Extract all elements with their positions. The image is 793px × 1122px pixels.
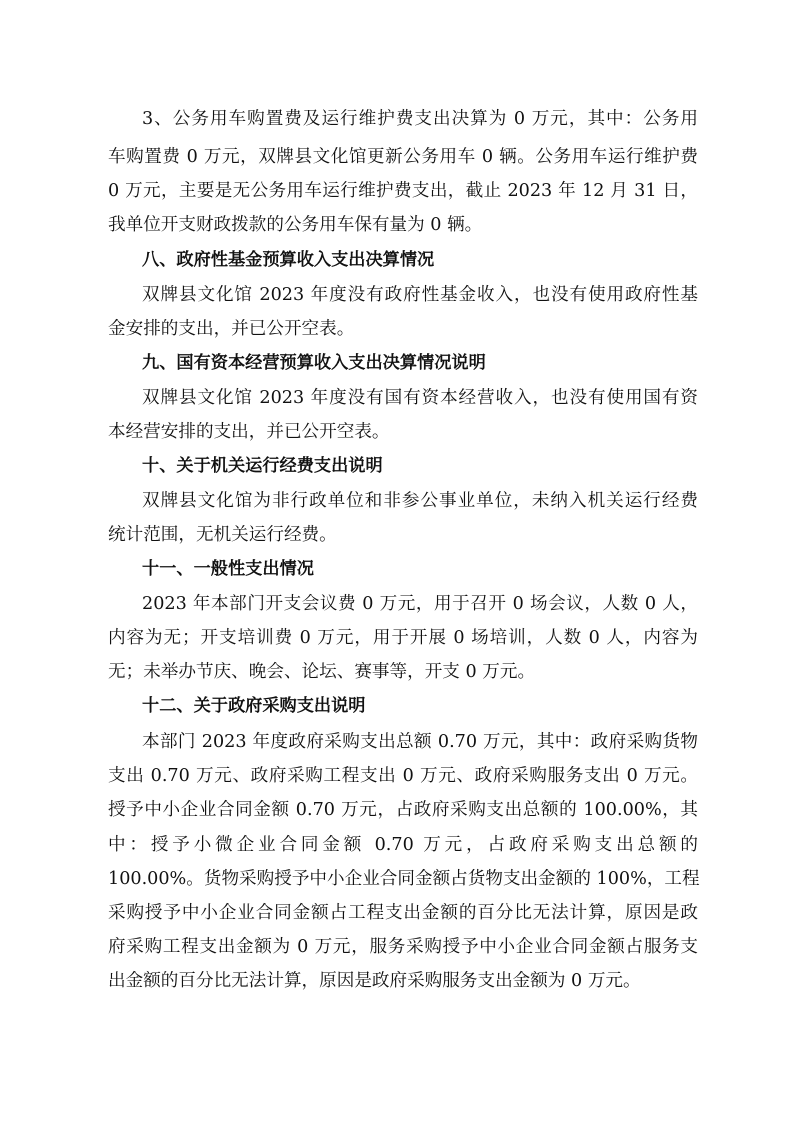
paragraph-line: 金安排的支出，并已公开空表。 [108,319,355,339]
paragraph-line: 采购授予中小企业合同金额占工程支出金额的百分比无法计算，原因是政 [108,903,698,923]
paragraph-line: 出金额的百分比无法计算，原因是政府采购服务支出金额为 0 万元。 [108,971,641,991]
paragraph-line: 无；未举办节庆、晚会、论坛、赛事等，开支 0 万元。 [108,662,536,682]
paragraph-line: 双牌县文化馆 2023 年度没有政府性基金收入，也没有使用政府性基 [142,285,698,305]
paragraph-line: 内容为无；开支培训费 0 万元，用于开展 0 场培训，人数 0 人，内容为 [108,628,698,648]
paragraph-line: 双牌县文化馆 2023 年度没有国有资本经营收入，也没有使用国有资 [142,388,698,408]
paragraph-line: 统计范围，无机关运行经费。 [108,525,337,545]
paragraph-line: 府采购工程支出金额为 0 万元，服务采购授予中小企业合同金额占服务支 [108,937,698,957]
paragraph-line: 本经营安排的支出，并已公开空表。 [108,422,390,442]
paragraph-line: 我单位开支财政拨款的公务用车保有量为 0 辆。 [108,215,483,235]
section-heading: 十二、关于政府采购支出说明 [142,696,366,716]
section-heading: 十一、一般性支出情况 [142,559,314,579]
paragraph-line: 支出 0.70 万元、政府采购工程支出 0 万元、政府采购服务支出 0 万元。 [108,766,698,786]
section-heading: 八、政府性基金预算收入支出决算情况 [142,250,435,270]
paragraph-line: 0 万元，主要是无公务用车运行维护费支出，截止 2023 年 12 月 31 日， [108,181,698,201]
paragraph-line: 双牌县文化馆为非行政单位和非参公事业单位，未纳入机关运行经费 [142,491,698,511]
paragraph-line: 中：授予小微企业合同金额 0.70 万元，占政府采购支出总额的 [108,835,698,855]
paragraph-line: 3、公务用车购置费及运行维护费支出决算为 0 万元，其中：公务用 [142,109,698,129]
paragraph-line: 车购置费 0 万元，双牌县文化馆更新公务用车 0 辆。公务用车运行维护费 [108,147,698,167]
section-heading: 九、国有资本经营预算收入支出决算情况说明 [142,353,486,373]
paragraph-line: 授予中小企业合同金额 0.70 万元，占政府采购支出总额的 100.00%，其 [108,800,698,820]
paragraph-line: 100.00%。货物采购授予中小企业合同金额占货物支出金额的 100%，工程 [108,869,700,889]
section-heading: 十、关于机关运行经费支出说明 [142,456,383,476]
paragraph-line: 2023 年本部门开支会议费 0 万元，用于召开 0 场会议，人数 0 人， [142,594,698,614]
paragraph-line: 本部门 2023 年度政府采购支出总额 0.70 万元，其中：政府采购货物 [142,732,698,752]
